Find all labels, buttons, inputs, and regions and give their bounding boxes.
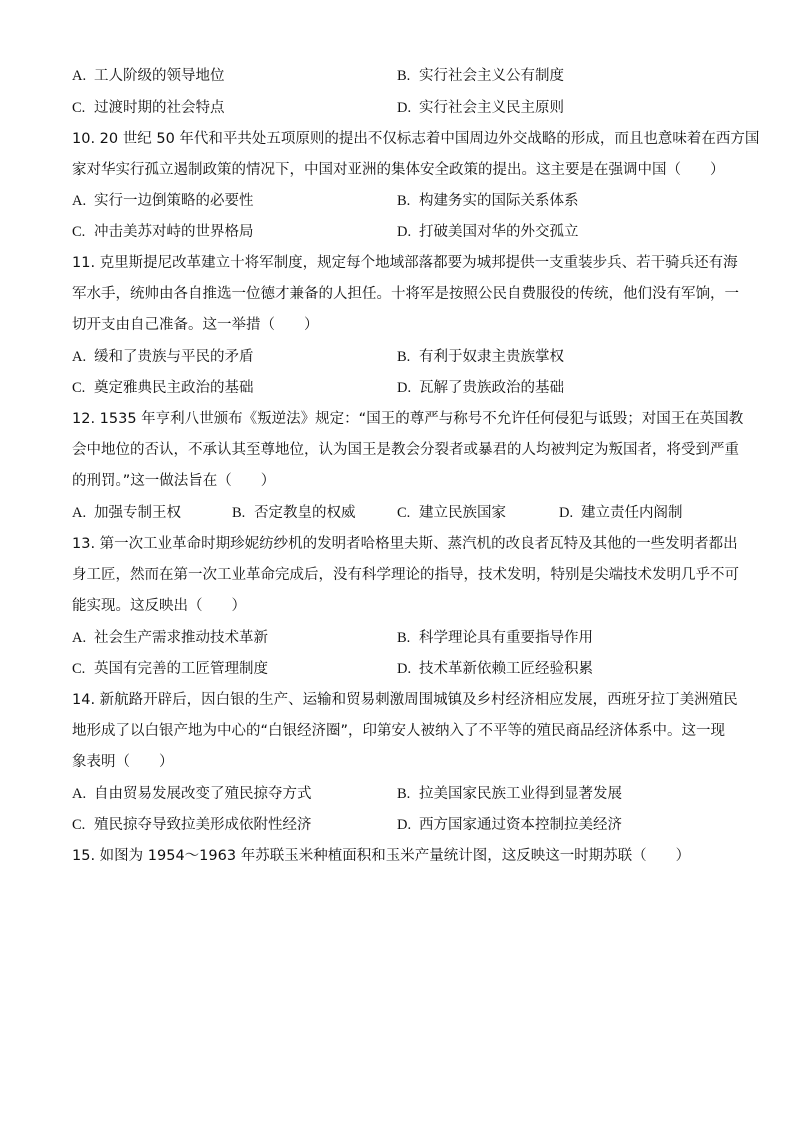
q9-option-d[interactable]: D. 实行社会主义民主原则 <box>397 100 564 116</box>
q13-stem-line-1: 13. 第一次工业革命时期珍妮纺纱机的发明者哈格里夫斯、蒸汽机的改良者瓦特及其他的一些发明者都出 <box>72 536 738 552</box>
q14-option-b[interactable]: B. 拉美国家民族工业得到显著发展 <box>397 786 622 802</box>
q11-option-d[interactable]: D. 瓦解了贵族政治的基础 <box>397 380 564 396</box>
q11-stem-line-2: 军水手，统帅由各自推选一位德才兼备的人担任。十将军是按照公民自费服役的传统，他们没有军饷，一 <box>72 286 739 302</box>
q11-option-a[interactable]: A. 缓和了贵族与平民的矛盾 <box>72 349 254 365</box>
q9-option-b[interactable]: B. 实行社会主义公有制度 <box>397 68 564 84</box>
q11-option-b[interactable]: B. 有利于奴隶主贵族掌权 <box>397 349 564 365</box>
q14-option-a[interactable]: A. 自由贸易发展改变了殖民掠夺方式 <box>72 786 312 802</box>
q13-stem-line-3: 能实现。这反映出（ ） <box>72 598 246 614</box>
q14-option-c[interactable]: C. 殖民掠夺导致拉美形成依附性经济 <box>72 817 312 833</box>
q9-option-c[interactable]: C. 过渡时期的社会特点 <box>72 100 225 116</box>
q10-options-row-2 <box>72 222 732 242</box>
q9-options-row-1 <box>72 66 732 86</box>
q14-options-row-1 <box>72 784 732 804</box>
q10-option-c[interactable]: C. 冲击美苏对峙的世界格局 <box>72 224 254 240</box>
q10-stem-line-2: 家对华实行孤立遏制政策的情况下，中国对亚洲的集体安全政策的提出。这主要是在强调中国（ ） <box>72 162 725 178</box>
q9-options-row-2 <box>72 98 732 118</box>
q10-option-b[interactable]: B. 构建务实的国际关系体系 <box>397 193 579 209</box>
q12-option-c[interactable]: C. 建立民族国家 <box>397 505 506 521</box>
q12-option-d[interactable]: D. 建立责任内阁制 <box>559 505 683 521</box>
q11-stem-line-1: 11. 克里斯提尼改革建立十将军制度，规定每个地域部落都要为城邦提供一支重装步兵、若干骑兵还有海 <box>72 255 738 271</box>
q11-option-c[interactable]: C. 奠定雅典民主政治的基础 <box>72 380 254 396</box>
q12-options-row <box>72 503 732 523</box>
q12-stem-line-1: 12. 1535 年亨利八世颁布《叛逆法》规定：“国王的尊严与称号不允许任何侵犯与诋毁；对国王在英国教 <box>72 411 744 427</box>
q14-option-d[interactable]: D. 西方国家通过资本控制拉美经济 <box>397 817 622 833</box>
q13-options-row-2 <box>72 659 732 679</box>
q14-stem-line-3: 象表明（ ） <box>72 754 174 770</box>
q11-options-row-1 <box>72 347 732 367</box>
q10-option-d[interactable]: D. 打破美国对华的外交孤立 <box>397 224 579 240</box>
q14-stem-line-1: 14. 新航路开辟后，因白银的生产、运输和贸易刺激周围城镇及乡村经济相应发展，西班牙拉丁美洲殖民 <box>72 692 738 708</box>
q9-option-a[interactable]: A. 工人阶级的领导地位 <box>72 68 225 84</box>
q13-option-a[interactable]: A. 社会生产需求推动技术革新 <box>72 630 268 646</box>
q10-options-row-1 <box>72 191 732 211</box>
q11-stem-line-3: 切开支由自己准备。这一举措（ ） <box>72 317 319 333</box>
q10-stem-line-1: 10. 20 世纪 50 年代和平共处五项原则的提出不仅标志着中国周边外交战略的形成，而且也意味着在西方国 <box>72 131 760 147</box>
q12-option-a[interactable]: A. 加强专制王权 <box>72 505 181 521</box>
q11-options-row-2 <box>72 378 732 398</box>
q13-options-row-1 <box>72 628 732 648</box>
q14-stem-line-2: 地形成了以白银产地为中心的“白银经济圈”，印第安人被纳入了不平等的殖民商品经济体系中。这一现 <box>72 723 726 739</box>
q10-option-a[interactable]: A. 实行一边倒策略的必要性 <box>72 193 254 209</box>
q15-stem-line-1: 15. 如图为 1954～1963 年苏联玉米种植面积和玉米产量统计图，这反映这一时期苏联（ ） <box>72 848 691 864</box>
q12-option-b[interactable]: B. 否定教皇的权威 <box>232 505 356 521</box>
q13-option-c[interactable]: C. 英国有完善的工匠管理制度 <box>72 661 268 677</box>
q14-options-row-2 <box>72 815 732 835</box>
q13-option-d[interactable]: D. 技术革新依赖工匠经验积累 <box>397 661 593 677</box>
q13-stem-line-2: 身工匠，然而在第一次工业革命完成后，没有科学理论的指导，技术发明，特别是尖端技术发明几乎不可 <box>72 567 739 583</box>
q12-stem-line-3: 的刑罚。”这一做法旨在（ ） <box>72 473 276 489</box>
q13-option-b[interactable]: B. 科学理论具有重要指导作用 <box>397 630 593 646</box>
q12-stem-line-2: 会中地位的否认，不承认其至尊地位，认为国王是教会分裂者或暴君的人均被判定为叛国者，将受到严重 <box>72 442 739 458</box>
